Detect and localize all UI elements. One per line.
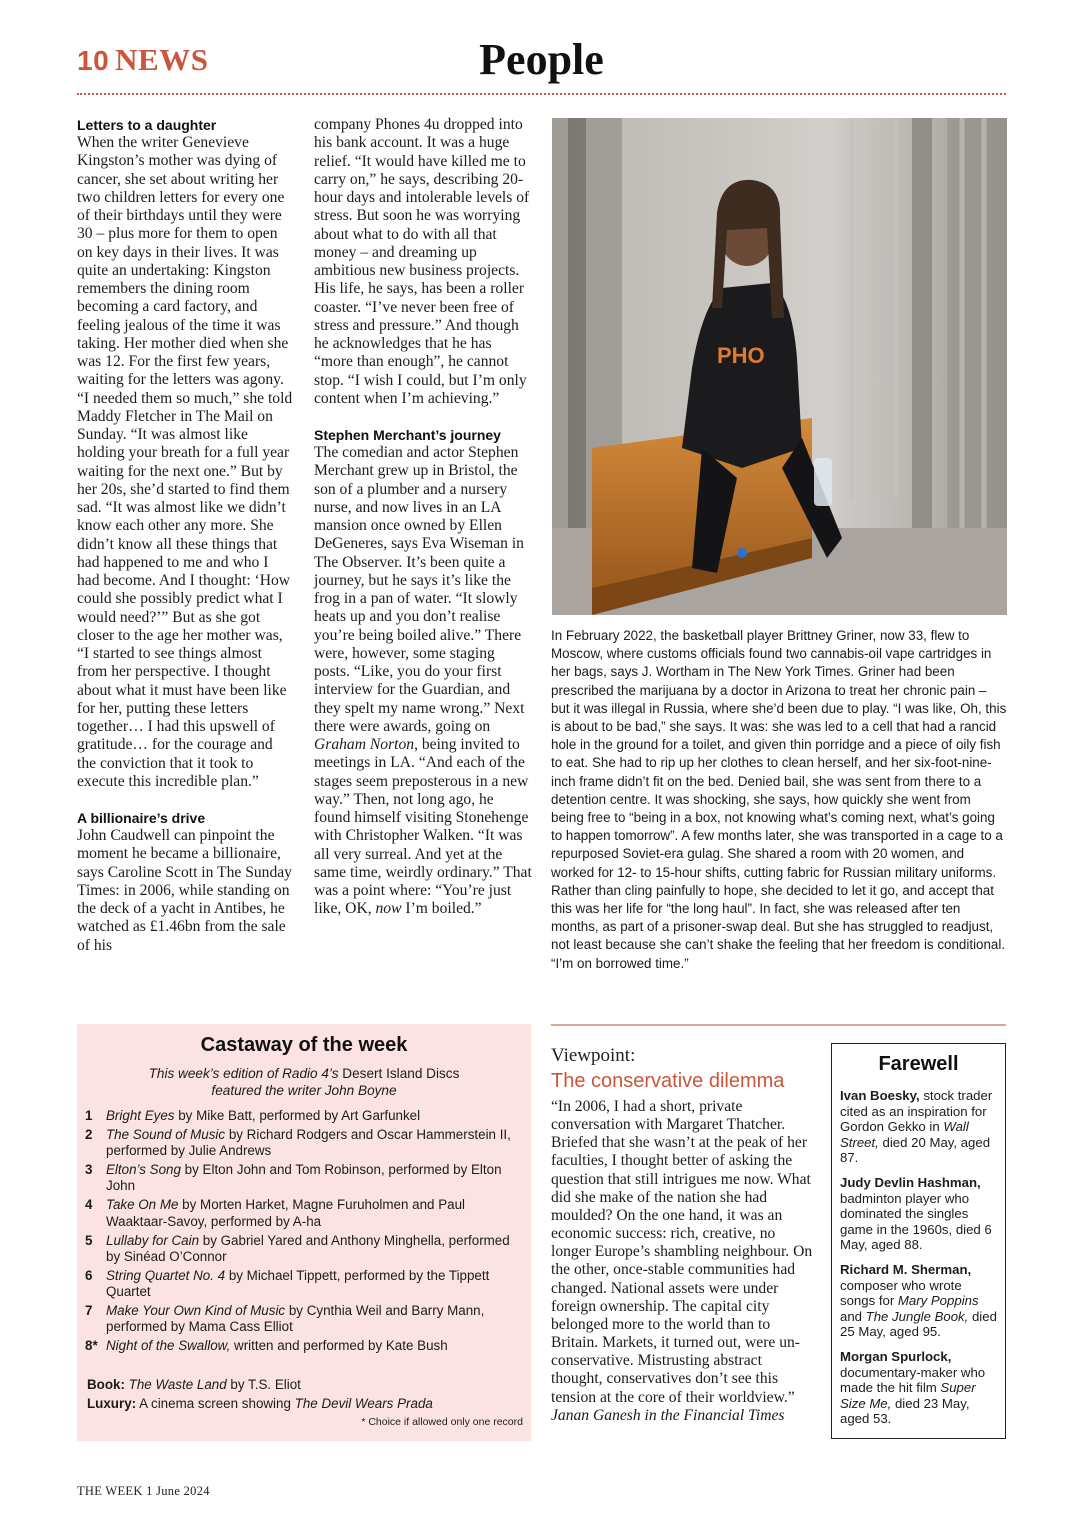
photo-illustration	[552, 118, 1007, 615]
page-title: People	[479, 35, 604, 84]
castaway-book: Book: The Waste Land by T.S. Eliot	[87, 1377, 301, 1392]
page-number: 10	[77, 45, 110, 76]
story-body-billionaire-cont: company Phones 4u dropped into his bank account. It was a huge relief. “It would have killed me to carry on,” he says, describing 20-hour days and intolerable levels of stress. But soon he was worrying about what to do with all that money – and dreaming up ambitious new business projects. His life, he says, has been a roller coaster. “I’ve never been free of stress and pressure.” And though he acknowledges that he has “more than enough”, he cannot stop. “I wish I could, but I’m only content when I’m achieving.”	[314, 116, 530, 407]
castaway-subtitle: This week’s edition of Radio 4’s Desert Island Discs featured the writer John Boyne	[148, 1066, 460, 1098]
header-rule	[77, 93, 1006, 95]
obituary-entry: Richard M. Sherman, composer who wrote songs for Mary Poppins and The Jungle Book, died 25 May, aged 95.	[840, 1261, 997, 1340]
story-body-letters: When the writer Genevieve Kingston’s mother was dying of cancer, she set about writing her two children letters for every one of their birthdays until they were 30 – plus more for them to open on key days in their lives. It was quite an undertaking: Kingston remembers the dining room becoming a card factory, and feeling jealous of the time it was taking. Her mother died when she was 12. For the first few years, waiting for the letters was agony. “I needed them so much,” she told Maddy Fletcher in The Mail on Sunday. “It was almost like holding your breath for a full year waiting for the next one.” But by her 20s, she’d started to find them sad. “It was almost like we didn’t know each other any more. She didn’t know all these things that had happened to me and who I had become. And I thought: ‘How could she possibly predict what I would need?’” But as she got closer to the age her mother was, “I started to see things almost from her perspective. I thought about what it must have been like for her, putting these letters together… I had this upswell of gratitude… for the courage and the conviction that it took to execute this incredible plan.”	[77, 134, 293, 790]
castaway-title: Castaway of the week	[200, 1034, 408, 1056]
column-1	[77, 116, 293, 955]
track-item: 8* Night of the Swallow, written and performed by Kate Bush	[85, 1338, 448, 1354]
castaway-footnote: * Choice if allowed only one record	[361, 1416, 523, 1428]
castaway-box	[77, 1024, 531, 1441]
section-rule	[551, 1024, 1006, 1026]
track-item: 4 Take On Me by Morten Harket, Magne Furuholmen and Paul Waaktaar-Savoy, performed by A-ha	[85, 1197, 466, 1229]
castaway-luxury: Luxury: A cinema screen showing The Devil Wears Prada	[87, 1396, 433, 1411]
obituary-entry: Judy Devlin Hashman, badminton player who dominated the singles game in the 1960s, died 6 May, aged 88.	[840, 1174, 992, 1253]
story-heading-merchant: Stephen Merchant’s journey	[314, 427, 501, 443]
column-2	[314, 116, 532, 919]
jersey-text: PHO	[717, 343, 765, 368]
farewell-box	[831, 1043, 1006, 1439]
story-body-billionaire: John Caudwell can pinpoint the moment he became a billionaire, says Caroline Scott in The Sunday Times: in 2006, while standing on the deck of a yacht in Antibes, he watched as £1.46bn from the sale of his	[77, 827, 292, 954]
farewell-title: Farewell	[878, 1053, 959, 1075]
track-item: 1 Bright Eyes by Mike Batt, performed by Art Garfunkel	[85, 1108, 421, 1123]
viewpoint-label: Viewpoint:	[551, 1045, 636, 1066]
track-item: 5 Lullaby for Cain by Gabriel Yared and Anthony Minghella, performed by Sinéad O’Connor	[85, 1232, 510, 1264]
track-item: 2 The Sound of Music by Richard Rodgers and Oscar Hammerstein II, performed by Julie Andrews	[85, 1127, 511, 1159]
viewpoint-source: Janan Ganesh in the Financial Times	[551, 1406, 785, 1424]
track-item: 7 Make Your Own Kind of Music by Cynthia Weil and Barry Mann, performed by Mama Cass Elliot	[85, 1303, 485, 1335]
section-name: NEWS	[115, 42, 209, 77]
viewpoint-box	[551, 1045, 813, 1425]
page-footer: THE WEEK 1 June 2024	[77, 1484, 210, 1498]
castaway-track-list	[85, 1108, 525, 1357]
photo-caption: In February 2022, the basketball player Brittney Griner, now 33, flew to Moscow, where customs officials found two cannabis-oil vape cartridges in her bags, says J. Wortham in The New York Times. Griner had been prescribed the marijuana by a doctor in Arizona to treat her chronic pain – but it was illegal in Russia, where she’d been due to play. “I was like, Oh, this is about to be bad,” she says. It was: she was led to a cell that had a rancid hole in the ground for a toilet, and given thin porridge and a piece of oily fish to eat. She had to rip up her clothes to clean herself, and her six-foot-nine-inch frame didn’t fit on the bed. Denied bail, she was sent from there to a detention centre. It was shocking, she says, how quickly she went from being free to “being in a box, not knowing what’s coming next, what’s going to happen tomorrow”. A few months later, she was transported in a cage to a repurposed Soviet-era gulag. She shared a room with 20 women, and worked for 12- to 15-hour shifts, cutting fabric for Russian military uniforms. Rather than cling painfully to hope, she decided to let it go, and accept that this was her life for “the long haul”. In fact, she was released after ten months, as part of a prisoner-swap deal. But she has struggled to readjust, not least because she can’t shake the feeling that her freedom is conditional. “I’m on borrowed time.”	[551, 628, 1007, 971]
story-heading-billionaire: A billionaire’s drive	[77, 810, 206, 826]
track-item: 6 String Quartet No. 4 by Michael Tippett, performed by the Tippett Quartet	[85, 1267, 490, 1300]
story-body-merchant: The comedian and actor Stephen Merchant grew up in Bristol, the son of a plumber and a nursery nurse, and now lives in an LA mansion once owned by Ellen DeGeneres, says Eva Wiseman in The Observer. It’s been quite a journey, but he says it’s like the frog in a pan of water. “It slowly heats up and you don’t realise you’re being boiled alive.” There were, however, some staging posts. “Like, you do your first interview for the Guardian, and they spelt my name wrong.” Next there were awards, going on Graham Norton, being invited to meetings in LA. “And each of the stages seem preposterous in a new way.” Then, not long ago, he found himself visiting Stonehenge with Christopher Walken. “It was all very surreal. And yet at the same time, weirdly ordinary.” That was a point where: “You’re just like, OK, now I’m boiled.”	[314, 444, 532, 918]
viewpoint-quote: “In 2006, I had a short, private conversation with Margaret Thatcher. Briefed that she wasn’t at the peak of her faculties, I thought better of asking the question that still intrigues me now. What did she make of the nation she had moulded? On the one hand, it was an economic success: rich, creative, no longer Europe’s shambling neighbour. On the other, once-stable communities had changed. National assets were under foreign ownership. The capital city belonged more to the world than to Britain. Markets, it turned out, were un-conservative. Mistrusting abstract thought, conservatives don’t see this tension at the core of their worldview.”	[551, 1098, 813, 1406]
obituary-entry: Ivan Boesky, stock trader cited as an inspiration for Gordon Gekko in Wall Street, died 20 May, aged 87.	[840, 1088, 993, 1166]
obituary-entry: Morgan Spurlock, documentary-maker who made the hit film Super Size Me, died 23 May, aged 53.	[840, 1348, 986, 1427]
story-heading-letters: Letters to a daughter	[77, 117, 217, 133]
viewpoint-title: The conservative dilemma	[551, 1070, 785, 1092]
track-item: 3 Elton’s Song by Elton John and Tom Robinson, performed by Elton John	[85, 1162, 502, 1194]
griner-photo	[552, 118, 1007, 615]
